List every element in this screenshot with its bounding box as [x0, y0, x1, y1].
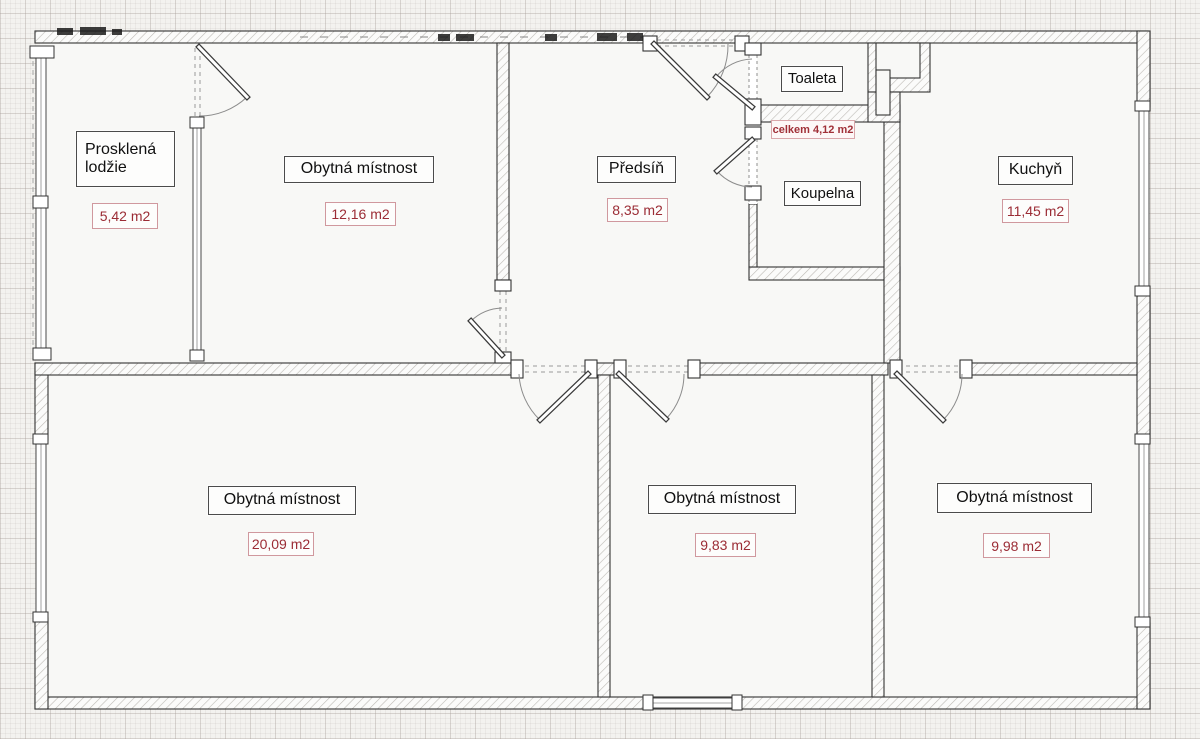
room-label-kuchyn: Kuchyň: [998, 156, 1073, 185]
wall-divider-1: [35, 363, 517, 375]
room-area-living2: 20,09 m2: [248, 532, 314, 556]
wall-top: [35, 31, 1148, 43]
room-area-living4: 9,98 m2: [983, 533, 1050, 558]
wall-kitchen-west: [884, 122, 900, 363]
room-area-lodzie: 5,42 m2: [92, 203, 158, 229]
room-label-koupelna: Koupelna: [784, 181, 861, 206]
room-area-living1: 12,16 m2: [325, 202, 396, 226]
wall-right-mid: [1137, 292, 1150, 440]
wall-bottom: [35, 697, 1150, 709]
wall-right-bottom: [1137, 623, 1150, 709]
wall-right-top: [1137, 31, 1150, 107]
room-label-living1: Obytná místnost: [284, 156, 434, 183]
room-label-predsin: Předsíň: [597, 156, 676, 183]
room-label-lodzie: Prosklená lodžie: [76, 131, 175, 187]
wc-bath-total-area: celkem 4,12 m2: [771, 120, 855, 139]
room-label-living4: Obytná místnost: [937, 483, 1092, 513]
wall-divider-3: [690, 363, 888, 375]
room-label-toaleta: Toaleta: [781, 66, 843, 92]
wall-left-lower: [35, 618, 48, 709]
room-label-living3: Obytná místnost: [648, 485, 796, 514]
room-area-predsin: 8,35 m2: [607, 198, 668, 222]
room-area-kuchyn: 11,45 m2: [1002, 199, 1069, 223]
wall-koupelna-bottom: [749, 267, 900, 280]
room-area-living3: 9,83 m2: [695, 533, 756, 557]
wall-partition-solid: [749, 204, 757, 267]
wall-living1-predsin: [497, 43, 509, 280]
wall-divider-4: [962, 363, 1137, 375]
wall-living2-living3: [598, 375, 610, 697]
wall-living3-living4: [872, 375, 884, 697]
room-label-living2: Obytná místnost: [208, 486, 356, 515]
